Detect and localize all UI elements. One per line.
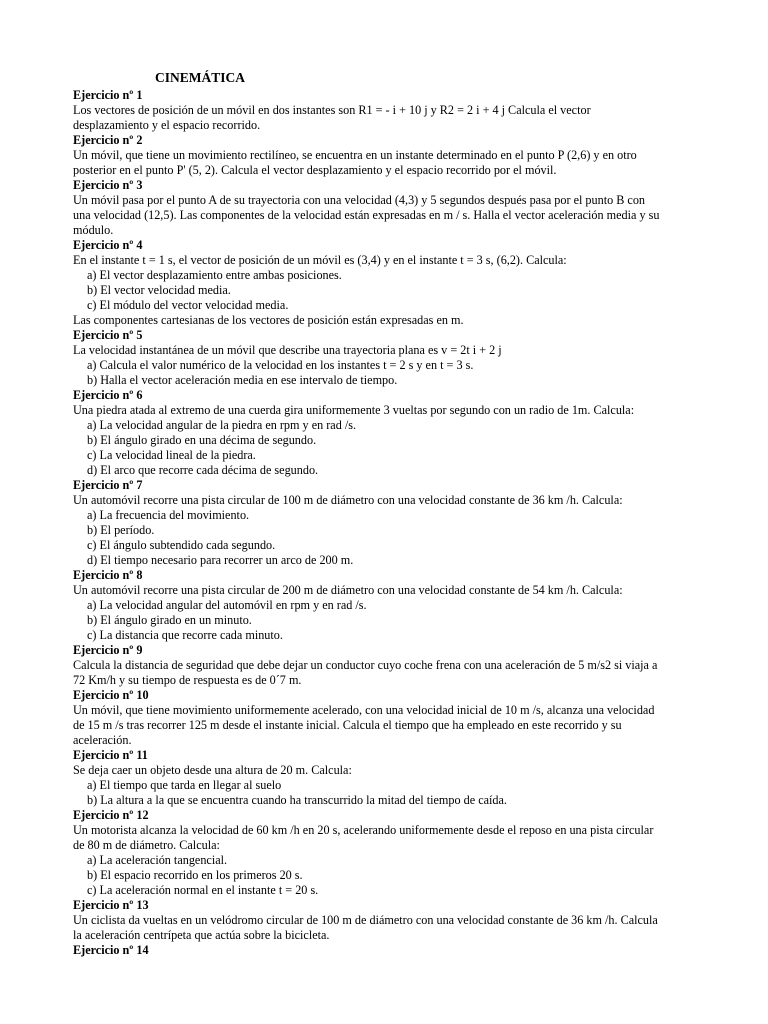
exercise-text-line: Un automóvil recorre una pista circular de 100 m de diámetro con una velocidad constante de 36 km /h. Calcula: (73, 493, 623, 507)
exercise-heading: Ejercicio nº 8 (73, 568, 143, 582)
exercise-block (73, 748, 703, 808)
exercise-block (73, 238, 703, 328)
exercise-note: Las componentes cartesianas de los vectores de posición están expresadas en m. (73, 313, 464, 327)
exercise-text-line: módulo. (73, 223, 114, 237)
exercise-block (73, 643, 703, 688)
exercise-subquestion: b) Halla el vector aceleración media en ese intervalo de tiempo. (87, 373, 398, 387)
exercise-subquestion: a) Calcula el valor numérico de la velocidad en los instantes t = 2 s y en t = 3 s. (87, 358, 474, 372)
exercise-block (73, 568, 703, 643)
exercise-block (73, 898, 703, 943)
exercise-subquestion: b) El espacio recorrido en los primeros 20 s. (87, 868, 303, 882)
exercise-text-line: de 80 m de diámetro. Calcula: (73, 838, 220, 852)
exercise-text-line: posterior en el punto P' (5, 2). Calcula el vector desplazamiento y el espacio recorrido por el móvil. (73, 163, 557, 177)
exercise-block (73, 178, 703, 238)
exercise-subquestion: c) La distancia que recorre cada minuto. (87, 628, 283, 642)
exercise-heading: Ejercicio nº 9 (73, 643, 143, 657)
exercise-heading: Ejercicio nº 11 (73, 748, 148, 762)
exercise-subquestion: b) El ángulo girado en una décima de segundo. (87, 433, 317, 447)
exercise-block (73, 808, 703, 898)
exercise-block (73, 388, 703, 478)
exercise-subquestion: c) La velocidad lineal de la piedra. (87, 448, 256, 462)
exercise-heading: Ejercicio nº 13 (73, 898, 149, 912)
exercise-text-line: Un ciclista da vueltas en un velódromo circular de 100 m de diámetro con una velocidad constante de 36 km /h. Calcula (73, 913, 658, 927)
exercise-text-line: Calcula la distancia de seguridad que debe dejar un conductor cuyo coche frena con una aceleración de 5 m/s2 si viaja a (73, 658, 658, 672)
exercise-subquestion: d) El tiempo necesario para recorrer un arco de 200 m. (87, 553, 354, 567)
exercise-block (73, 88, 703, 133)
exercise-heading: Ejercicio nº 4 (73, 238, 143, 252)
document-title: CINEMÁTICA (155, 70, 246, 85)
exercise-heading: Ejercicio nº 7 (73, 478, 143, 492)
exercise-text-line: aceleración. (73, 733, 132, 747)
exercise-subquestion: b) El vector velocidad media. (87, 283, 231, 297)
exercise-subquestion: b) El período. (87, 523, 155, 537)
exercise-text-line: Se deja caer un objeto desde una altura de 20 m. Calcula: (73, 763, 352, 777)
exercise-subquestion: a) El tiempo que tarda en llegar al suelo (87, 778, 282, 792)
exercise-text-line: Un móvil pasa por el punto A de su trayectoria con una velocidad (4,3) y 5 segundos después pasa por el punto B con (73, 193, 646, 207)
document-page (73, 69, 703, 958)
exercise-block (73, 133, 703, 178)
exercise-text-line: Un motorista alcanza la velocidad de 60 km /h en 20 s, acelerando uniformemente desde el reposo en una pista circular (73, 823, 654, 837)
exercise-subquestion: a) La aceleración tangencial. (87, 853, 228, 867)
exercise-subquestion: b) La altura a la que se encuentra cuando ha transcurrido la mitad del tiempo de caída. (87, 793, 507, 807)
exercise-block (73, 328, 703, 388)
exercise-text-line: Un automóvil recorre una pista circular de 200 m de diámetro con una velocidad constante de 54 km /h. Calcula: (73, 583, 623, 597)
exercise-text-line: En el instante t = 1 s, el vector de posición de un móvil es (3,4) y en el instante t = 3 s, (6,2). Calcula: (73, 253, 567, 267)
exercise-subquestion: a) La frecuencia del movimiento. (87, 508, 250, 522)
exercise-text-line: La velocidad instantánea de un móvil que describe una trayectoria plana es v = 2t i + 2 j (73, 343, 502, 357)
exercise-text-line: 72 Km/h y su tiempo de respuesta es de 0´7 m. (73, 673, 302, 687)
exercise-text-line: Una piedra atada al extremo de una cuerda gira uniformemente 3 vueltas por segundo con un radio de 1m. Calcula: (73, 403, 635, 417)
exercise-heading: Ejercicio nº 1 (73, 88, 143, 102)
exercise-text-line: de 15 m /s tras recorrer 125 m desde el instante inicial. Calcula el tiempo que ha empleado en este recorrido y su (73, 718, 622, 732)
exercise-heading: Ejercicio nº 3 (73, 178, 143, 192)
exercise-subquestion: d) El arco que recorre cada décima de segundo. (87, 463, 319, 477)
exercise-block (73, 478, 703, 568)
exercise-subquestion: c) La aceleración normal en el instante t = 20 s. (87, 883, 319, 897)
exercise-subquestion: c) El ángulo subtendido cada segundo. (87, 538, 276, 552)
exercise-block (73, 688, 703, 748)
exercise-subquestion: b) El ángulo girado en un minuto. (87, 613, 252, 627)
exercise-text-line: Un móvil, que tiene movimiento uniformemente acelerado, con una velocidad inicial de 10 m /s, alcanza una velocidad (73, 703, 655, 717)
exercise-heading: Ejercicio nº 6 (73, 388, 143, 402)
exercise-heading: Ejercicio nº 5 (73, 328, 143, 342)
exercise-heading: Ejercicio nº 10 (73, 688, 149, 702)
exercise-text-line: la aceleración centrípeta que actúa sobre la bicicleta. (73, 928, 330, 942)
exercise-text-line: una velocidad (12,5). Las componentes de la velocidad están expresadas en m / s. Halla el vector aceleración media y su (73, 208, 660, 222)
exercise-list (73, 88, 703, 958)
exercise-text-line: Los vectores de posición de un móvil en dos instantes son R1 = - i + 10 j y R2 = 2 i + 4 j Calcula el vector (73, 103, 591, 117)
exercise-subquestion: c) El módulo del vector velocidad media. (87, 298, 289, 312)
exercise-text-line: Un móvil, que tiene un movimiento rectilíneo, se encuentra en un instante determinado en el punto P (2,6) y en otro (73, 148, 637, 162)
exercise-text-line: desplazamiento y el espacio recorrido. (73, 118, 261, 132)
exercise-heading: Ejercicio nº 12 (73, 808, 149, 822)
exercise-heading: Ejercicio nº 2 (73, 133, 143, 147)
exercise-subquestion: a) El vector desplazamiento entre ambas posiciones. (87, 268, 342, 282)
exercise-subquestion: a) La velocidad angular del automóvil en rpm y en rad /s. (87, 598, 367, 612)
exercise-heading: Ejercicio nº 14 (73, 943, 149, 957)
exercise-subquestion: a) La velocidad angular de la piedra en rpm y en rad /s. (87, 418, 357, 432)
exercise-block (73, 943, 703, 958)
